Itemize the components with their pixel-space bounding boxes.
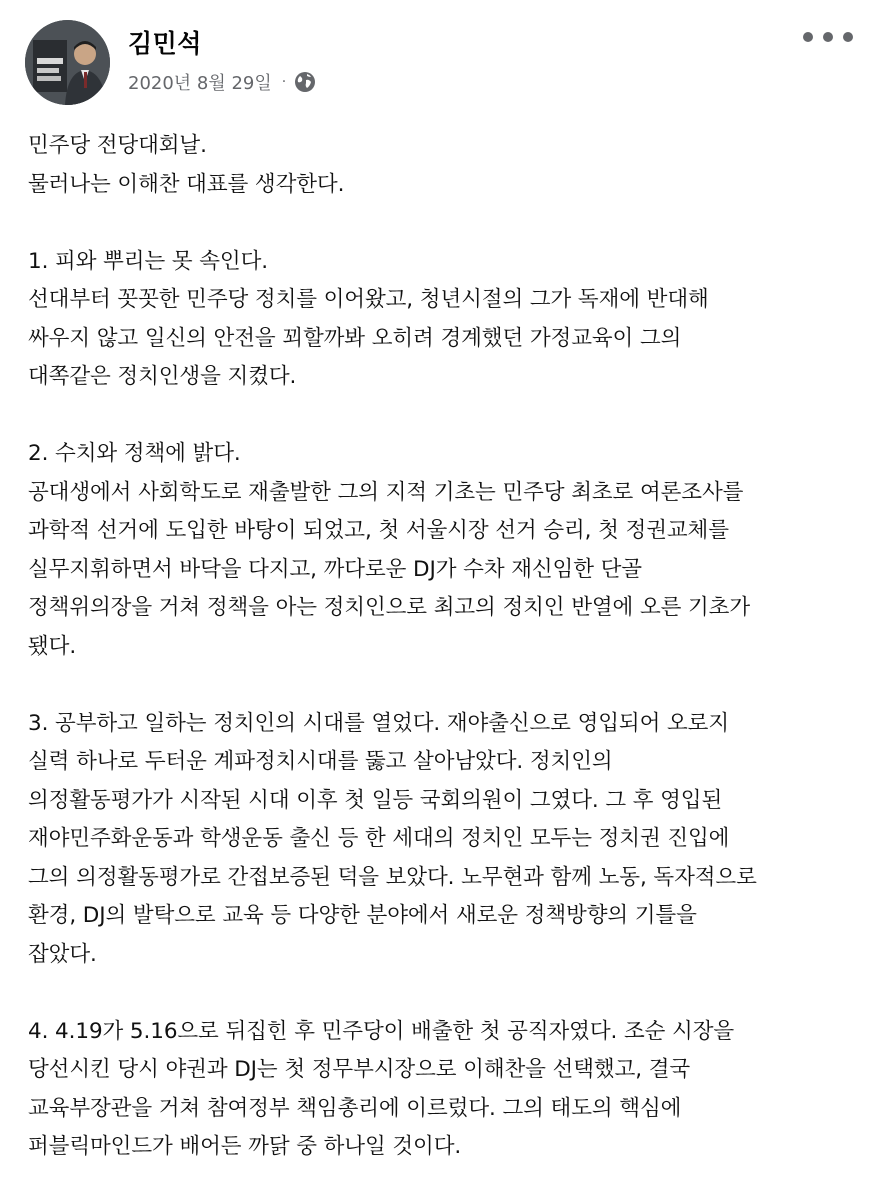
globe-icon[interactable] (294, 71, 316, 93)
more-options-button[interactable] (803, 25, 853, 49)
paragraph-point-2: 2. 수치와 정책에 밝다. 공대생에서 사회학도로 재출발한 그의 지적 기초는 민주당 최초로 여론조사를 과학적 선거에 도입한 바탕이 되었고, 첫 서울시장 선거 승리, 첫 정권교체를 실무지휘하면서 바닥을 다지고, 까다로운 DJ가 수차 재신임한 단골 정책위의장을 거쳐 정책을 아는 정치인으로 최고의 정치인 반열에 오른 기초가 됐다. (28, 441, 751, 659)
more-horizontal-icon (803, 32, 813, 42)
post-meta (128, 68, 316, 96)
profile-photo-icon (25, 20, 110, 105)
meta-separator: · (281, 74, 287, 90)
post-text (28, 127, 858, 1167)
paragraph-point-4: 4. 4.19가 5.16으로 뒤집힌 후 민주당이 배출한 첫 공직자였다. 조순 시장을 당선시킨 당시 야권과 DJ는 첫 정무부시장으로 이해찬을 선택했고, 결국 교육부장관을 거쳐 참여정부 책임총리에 이르렀다. 그의 태도의 핵심에 퍼블릭마인드가 배어든 까닭 중 하나일 것이다. (28, 1018, 735, 1159)
author-name[interactable]: 김민석 (128, 29, 202, 58)
post-date[interactable]: 2020년 8월 29일 (128, 73, 272, 94)
more-horizontal-icon (843, 32, 853, 42)
paragraph-point-1: 1. 피와 뿌리는 못 속인다. 선대부터 꼿꼿한 민주당 정치를 이어왔고, 청년시절의 그가 독재에 반대해 싸우지 않고 일신의 안전을 꾀할까봐 오히려 경계했던 가정교육이 그의 대쪽같은 정치인생을 지켰다. (28, 248, 709, 389)
author-avatar[interactable] (25, 20, 110, 105)
more-horizontal-icon (823, 32, 833, 42)
paragraph-intro: 민주당 전당대회날. 물러나는 이해찬 대표를 생각한다. (28, 133, 345, 197)
paragraph-point-3: 3. 공부하고 일하는 정치인의 시대를 열었다. 재야출신으로 영입되어 오로지 실력 하나로 두터운 계파정치시대를 뚫고 살아남았다. 정치인의 의정활동평가가 시작된 시대 이후 첫 일등 국회의원이 그였다. 그 후 영입된 재야민주화운동과 학생운동 출신 등 한 세대의 정치인 모두는 정치권 진입에 그의 의정활동평가로 간접보증된 덕을 보았다. 노무현과 함께 노동, 독자적으로 환경, DJ의 발탁으로 교육 등 다양한 분야에서 새로운 정책방향의 기틀을 잡았다. (28, 710, 757, 967)
post-header (0, 0, 869, 110)
